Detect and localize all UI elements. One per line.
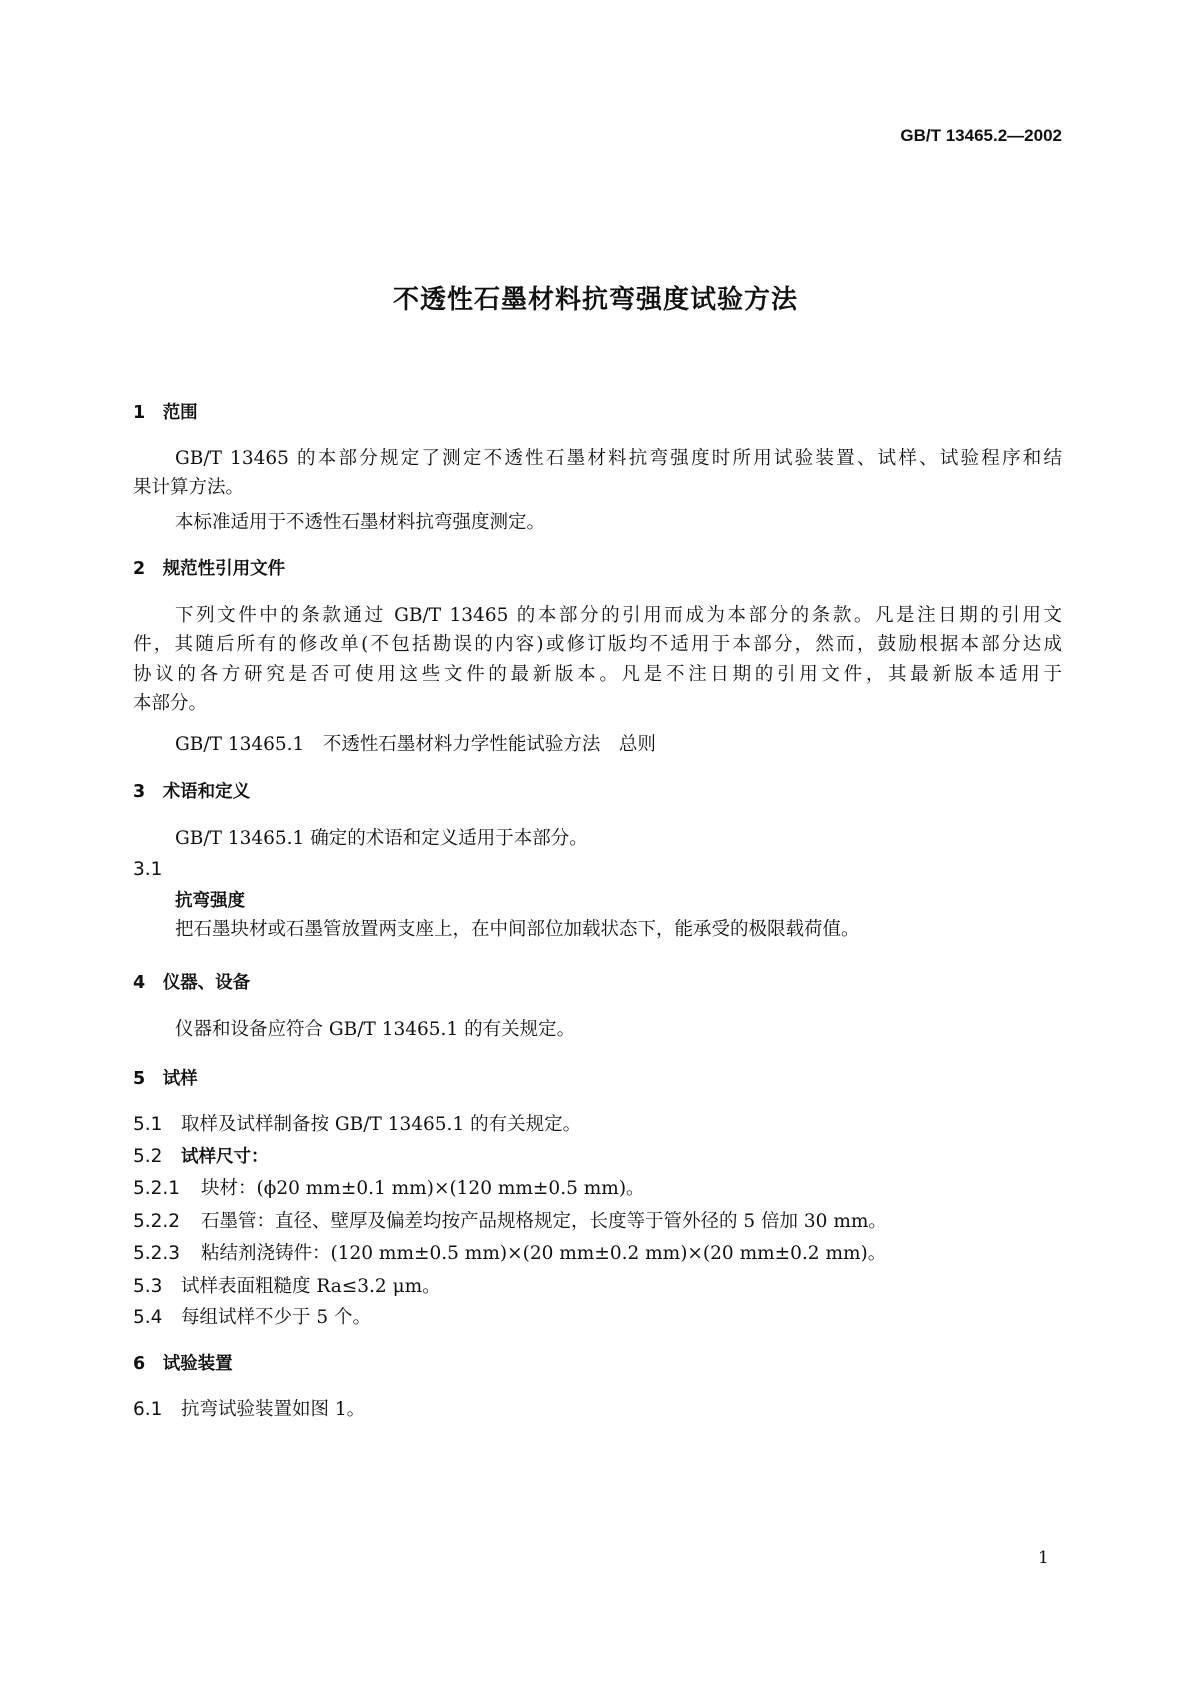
paragraph-line: 协议的各方研究是否可使用这些文件的最新版本。凡是不注日期的引用文件，其最新版本适用于 <box>133 664 1062 685</box>
section-title: 试样 <box>162 1069 198 1089</box>
section-number: 4 <box>133 973 146 993</box>
clause-text: 块材：(ϕ20 mm±0.1 mm)×(120 mm±0.5 mm)。 <box>201 1178 645 1199</box>
normative-reference: GB/T 13465.1 不透性石墨材料力学性能试验方法 总则 <box>175 734 656 755</box>
clause-5-2-3 <box>133 1242 886 1266</box>
clause-6-1 <box>133 1398 365 1422</box>
clause-number: 6.1 <box>133 1399 163 1420</box>
clause-5-4 <box>133 1306 371 1330</box>
paragraph-line: 下列文件中的条款通过 GB/T 13465 的本部分的引用而成为本部分的条款。凡是注日期的引用文 <box>175 605 1062 626</box>
definition: 把石墨块材或石墨管放置两支座上，在中间部位加载状态下，能承受的极限载荷值。 <box>175 919 860 940</box>
clause-number: 5.2 <box>133 1146 163 1167</box>
section-number: 6 <box>133 1354 146 1374</box>
clause-number: 5.4 <box>133 1307 163 1328</box>
clause-number: 5.1 <box>133 1114 163 1135</box>
section-2-heading <box>133 557 285 581</box>
section-number: 5 <box>133 1069 146 1089</box>
standard-number: GB/T 13465.2—2002 <box>900 126 1062 145</box>
paragraph-line: 果计算方法。 <box>133 477 245 498</box>
clause-text: 试样尺寸： <box>181 1147 269 1167</box>
section-4-heading <box>133 971 250 995</box>
section-number: 3 <box>133 782 146 802</box>
term: 抗弯强度 <box>175 891 245 911</box>
clause-text: 抗弯试验装置如图 1。 <box>181 1399 366 1420</box>
clause-5-2-2 <box>133 1210 887 1234</box>
clause-5-1 <box>133 1113 581 1137</box>
section-number: 1 <box>133 403 146 423</box>
section-title: 术语和定义 <box>162 782 251 802</box>
paragraph: GB/T 13465.1 确定的术语和定义适用于本部分。 <box>175 828 588 849</box>
clause-number: 5.2.3 <box>133 1243 181 1264</box>
section-6-heading <box>133 1352 233 1376</box>
section-title: 仪器、设备 <box>162 973 251 993</box>
clause-text: 试样表面粗糙度 Ra≤3.2 μm。 <box>181 1276 441 1297</box>
paragraph-line: 本部分。 <box>133 693 208 714</box>
section-title: 试验装置 <box>162 1354 233 1374</box>
clause-number: 5.2.1 <box>133 1178 181 1199</box>
section-5-heading <box>133 1067 198 1091</box>
clause-text: 取样及试样制备按 GB/T 13465.1 的有关规定。 <box>181 1114 582 1135</box>
paragraph-line: 件，其随后所有的修改单(不包括勘误的内容)或修订版均不适用于本部分，然而，鼓励根据本部分达成 <box>133 634 1062 655</box>
section-number: 2 <box>133 559 146 579</box>
paragraph-line: GB/T 13465 的本部分规定了测定不透性石墨材料抗弯强度时所用试验装置、试样、试验程序和结 <box>175 448 1062 469</box>
clause-number: 5.3 <box>133 1276 163 1297</box>
paragraph: 本标准适用于不透性石墨材料抗弯强度测定。 <box>175 512 546 533</box>
clause-number: 3.1 <box>133 859 163 880</box>
clause-5-3 <box>133 1275 441 1299</box>
clause-5-2-1 <box>133 1177 645 1201</box>
clause-5-2 <box>133 1145 269 1169</box>
clause-text: 每组试样不少于 5 个。 <box>181 1307 372 1328</box>
clause-number: 5.2.2 <box>133 1211 181 1232</box>
clause-text: 石墨管：直径、壁厚及偏差均按产品规格规定，长度等于管外径的 5 倍加 30 mm。 <box>201 1211 887 1232</box>
section-3-heading <box>133 780 250 804</box>
section-1-heading <box>133 401 198 425</box>
document-title: 不透性石墨材料抗弯强度试验方法 <box>392 285 798 315</box>
page-number: 1 <box>1038 1548 1049 1568</box>
section-title: 范围 <box>162 403 198 423</box>
paragraph: 仪器和设备应符合 GB/T 13465.1 的有关规定。 <box>175 1019 576 1040</box>
section-title: 规范性引用文件 <box>162 559 286 579</box>
clause-text: 粘结剂浇铸件：(120 mm±0.5 mm)×(20 mm±0.2 mm)×(20 mm±0.2 mm)。 <box>201 1243 887 1264</box>
